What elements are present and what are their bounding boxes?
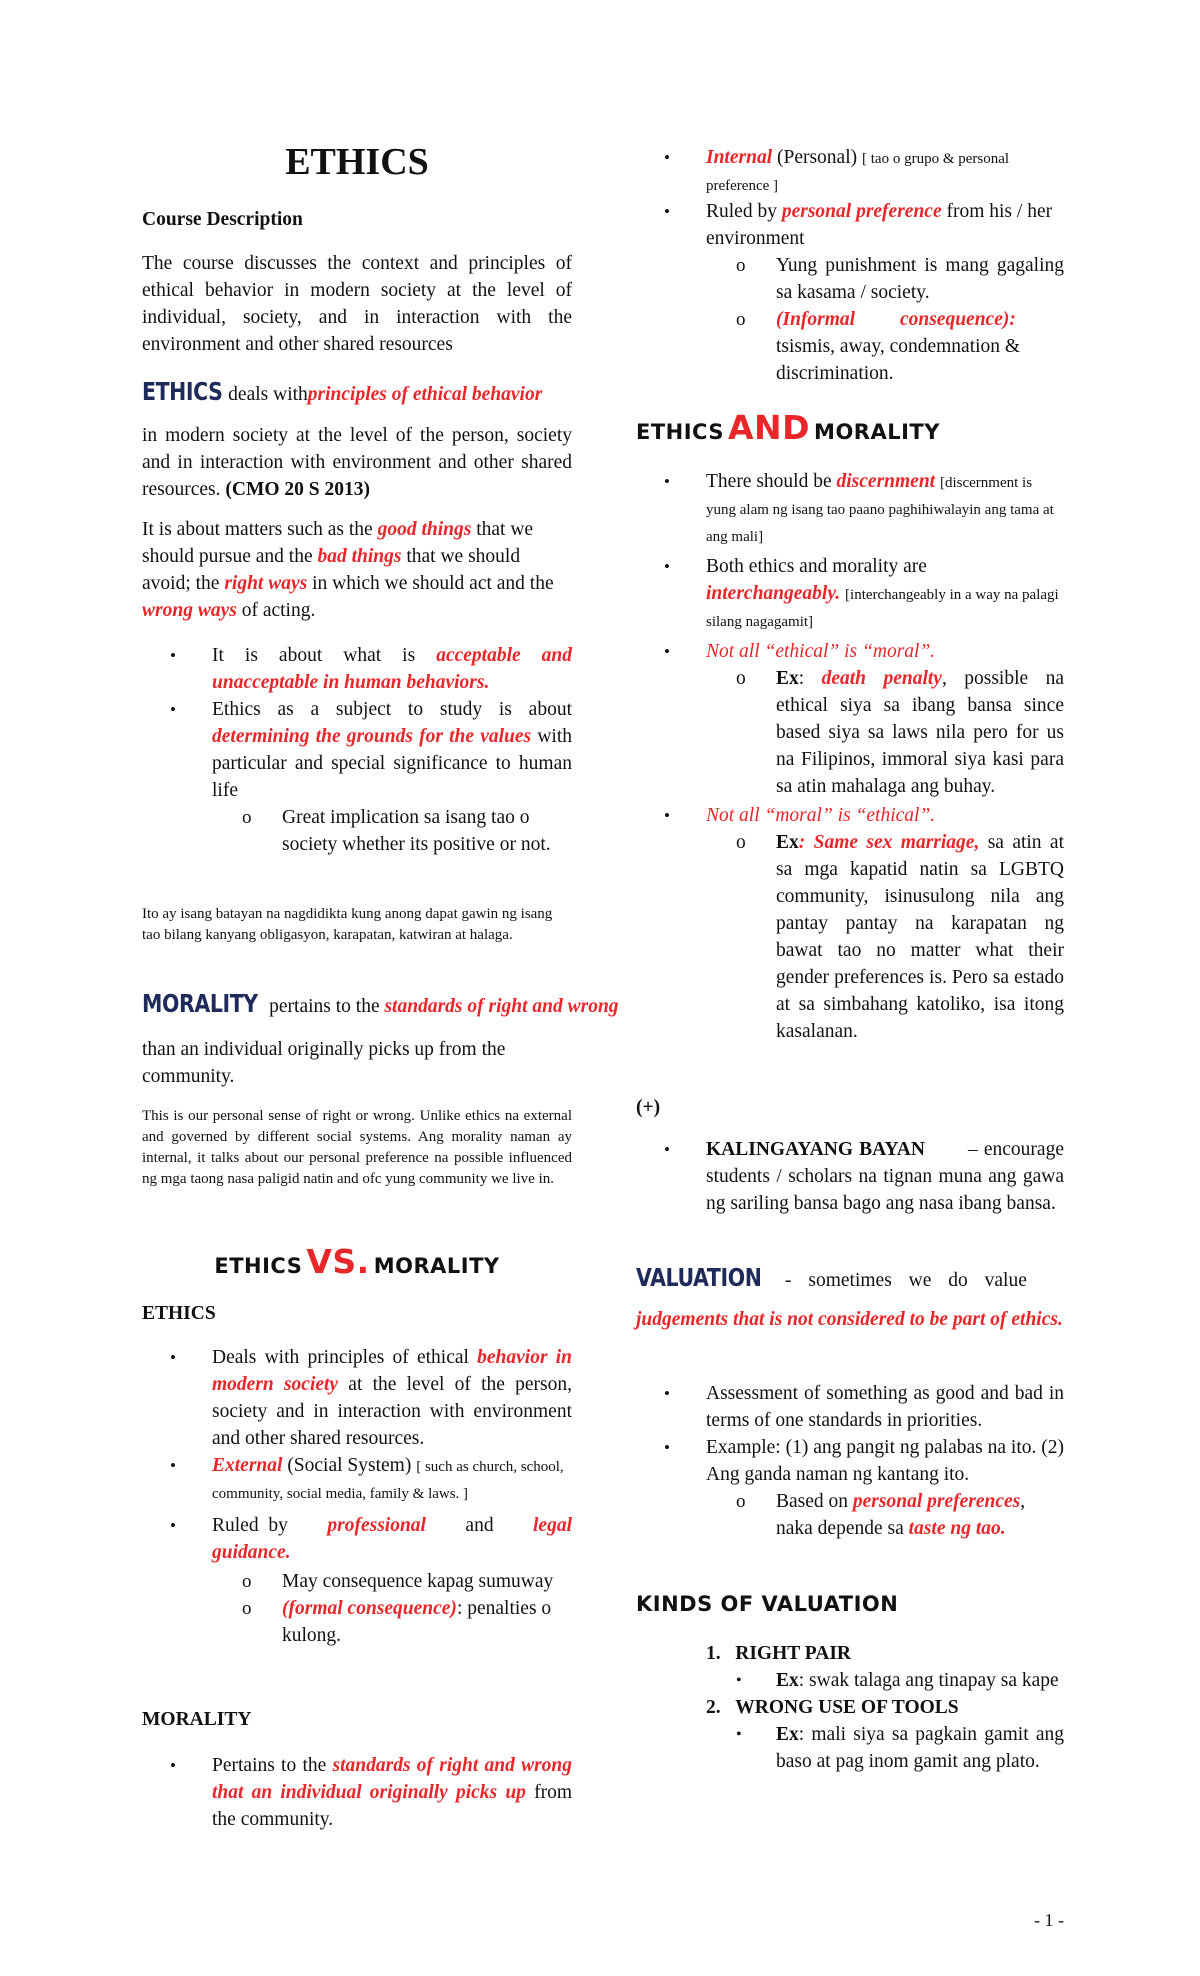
list-item: • Example: (1) ang pangit ng palabas na ito. (2) Ang ganda naman ng kantang ito. bbox=[664, 1437, 1064, 1485]
course-heading: Course Description bbox=[142, 209, 303, 230]
list-item: • Internal (Personal) [ tao o grupo & personal preference ] bbox=[664, 147, 1010, 194]
morality-standards-highlight: standards of right and wrong bbox=[384, 996, 619, 1017]
ethics-bullets bbox=[142, 642, 572, 858]
sub-list-item: o May consequence kapag sumuway bbox=[242, 1571, 554, 1592]
list-item: • Both ethics and morality are interchangeably. [interchangeably in a way na palagi silang nagagamit] bbox=[664, 556, 1059, 630]
list-item: • Assessment of something as good and bad in terms of one standards in priorities. bbox=[664, 1383, 1064, 1431]
list-item: • There should be discernment [discernment is yung alam ng isang tao paano paghihiwalayin ang tama at ang mali] bbox=[664, 471, 1054, 545]
list-item: • Not all “ethical” is “moral”. bbox=[664, 641, 936, 662]
sub-list-item: • Ex: swak talaga ang tinapay sa kape bbox=[736, 1670, 1059, 1691]
course-description: The course discusses the context and principles of ethical behavior in modern society at the level of individual, society, and in interaction with the environment and other shared resources bbox=[142, 253, 572, 355]
list-item: • External (Social System) [ such as church, school, community, social media, family & laws. ] bbox=[170, 1455, 564, 1502]
list-item: • Ethics as a subject to study is about determining the grounds for the values with particular and special significance to human life bbox=[170, 699, 572, 801]
list-item: • Ruled by personal preference from his / her environment bbox=[664, 201, 1053, 249]
list-item: • Ruled by professional and legal guidance. bbox=[170, 1515, 573, 1563]
list-item: 2. WRONG USE OF TOOLS bbox=[706, 1697, 959, 1718]
ethics-subheading: ETHICS bbox=[142, 1303, 216, 1324]
list-item: 1. RIGHT PAIR bbox=[706, 1643, 852, 1664]
morality-compare-cont bbox=[636, 144, 1064, 387]
morality-subheading: MORALITY bbox=[142, 1709, 252, 1730]
ethics-definition-cont: in modern society at the level of the person, society and in interaction with environment and other shared resources. (CMO 20 S 2013) bbox=[142, 425, 572, 500]
sub-list-item: o Great implication sa isang tao o society whether its positive or not. bbox=[242, 807, 551, 855]
valuation-highlight: judgements that is not considered to be part of ethics. bbox=[636, 1309, 1063, 1330]
sub-list-item: o Yung punishment is mang gagaling sa kasama / society. bbox=[736, 255, 1064, 303]
kinds-list bbox=[636, 1640, 1064, 1775]
sub-list-item: • Ex: mali siya sa pagkain gamit ang baso at pag inom gamit ang plato. bbox=[736, 1724, 1064, 1772]
morality-compare-list bbox=[142, 1752, 572, 1833]
ethics-and-morality-list bbox=[636, 468, 1064, 1045]
ethics-compare-list bbox=[142, 1344, 572, 1649]
plus-marker: (+) bbox=[636, 1097, 661, 1118]
morality-definition-cont: than an individual originally picks up from the community. bbox=[142, 1039, 506, 1087]
sub-list-item: o (Informal consequence): tsismis, away, condemnation & discrimination. bbox=[736, 309, 1021, 384]
ethics-handwritten-heading: ETHICS bbox=[142, 377, 223, 406]
page-number: - 1 - bbox=[1034, 1910, 1064, 1930]
morality-definition-line1: MORALITY pertains to the standards of right and wrong bbox=[142, 989, 619, 1018]
cmo-reference: (CMO 20 S 2013) bbox=[225, 479, 371, 500]
morality-handwritten-heading: MORALITY bbox=[142, 989, 258, 1018]
valuation-list bbox=[636, 1380, 1064, 1542]
sub-list-item: o Ex: Same sex marriage, sa atin at sa mga kapatid natin sa LGBTQ community, isinusulong nila ang pantay pantay na karapatan ng bawat tao no matter what their gender preferences is. Pero sa estado at sa simbahang katoliko, isa itong kasalanan. bbox=[736, 832, 1064, 1042]
kinds-of-valuation-heading: KINDS OF VALUATION bbox=[636, 1592, 899, 1616]
list-item: • Deals with principles of ethical behavior in modern society at the level of the person, society and in interaction with environment and other shared resources. bbox=[170, 1347, 572, 1449]
ethics-and-morality-heading: ETHICS AND MORALITY bbox=[636, 408, 940, 447]
about-paragraph: It is about matters such as the good things that we should pursue and the bad things that we should avoid; the right ways in which we should act and the wrong ways of acting. bbox=[142, 519, 554, 621]
list-item: • It is about what is acceptable and unacceptable in human behaviors. bbox=[170, 645, 573, 693]
sub-list-item: o (formal consequence): penalties o kulong. bbox=[242, 1598, 552, 1646]
ethics-vs-morality-heading: ETHICS VS. MORALITY bbox=[214, 1242, 500, 1281]
valuation-line1: VALUATION - sometimes we do value bbox=[636, 1263, 1027, 1292]
valuation-handwritten-heading: VALUATION bbox=[636, 1263, 762, 1292]
ethics-principles-highlight: principles of ethical behavior bbox=[307, 384, 543, 405]
sub-list-item: o Based on personal preferences, naka depende sa taste ng tao. bbox=[736, 1491, 1026, 1539]
ethics-note: Ito ay isang batayan na nagdidikta kung anong dapat gawin ng isang tao bilang kanyang obligasyon, karapatan, katwiran at halaga. bbox=[142, 906, 553, 943]
ethics-definition-line1 bbox=[142, 378, 572, 408]
list-item: • KALINGAYANG BAYAN – encourage students / scholars na tignan muna ang gawa ng sariling bansa bago ang nasa ibang bansa. bbox=[664, 1139, 1064, 1214]
list-item: • Not all “moral” is “ethical”. bbox=[664, 805, 936, 826]
ethics-deals-text: deals with bbox=[228, 384, 308, 405]
page-title: ETHICS bbox=[285, 141, 429, 183]
sub-list-item: o Ex: death penalty, possible na ethical siya sa ibang bansa since based siya sa laws nila pero for us na Filipinos, immoral siya kasi para sa atin mahalaga ang buhay. bbox=[736, 668, 1064, 797]
list-item: • Pertains to the standards of right and wrong that an individual originally picks up from the community. bbox=[170, 1755, 573, 1830]
kalingayang-list bbox=[636, 1136, 1064, 1217]
morality-note: This is our personal sense of right or wrong. Unlike ethics na external and governed by different social systems. Ang morality naman ay internal, it talks about our personal preference na possible influenced ng mga taong nasa paligid natin and ofc yung community we live in. bbox=[142, 1108, 572, 1187]
